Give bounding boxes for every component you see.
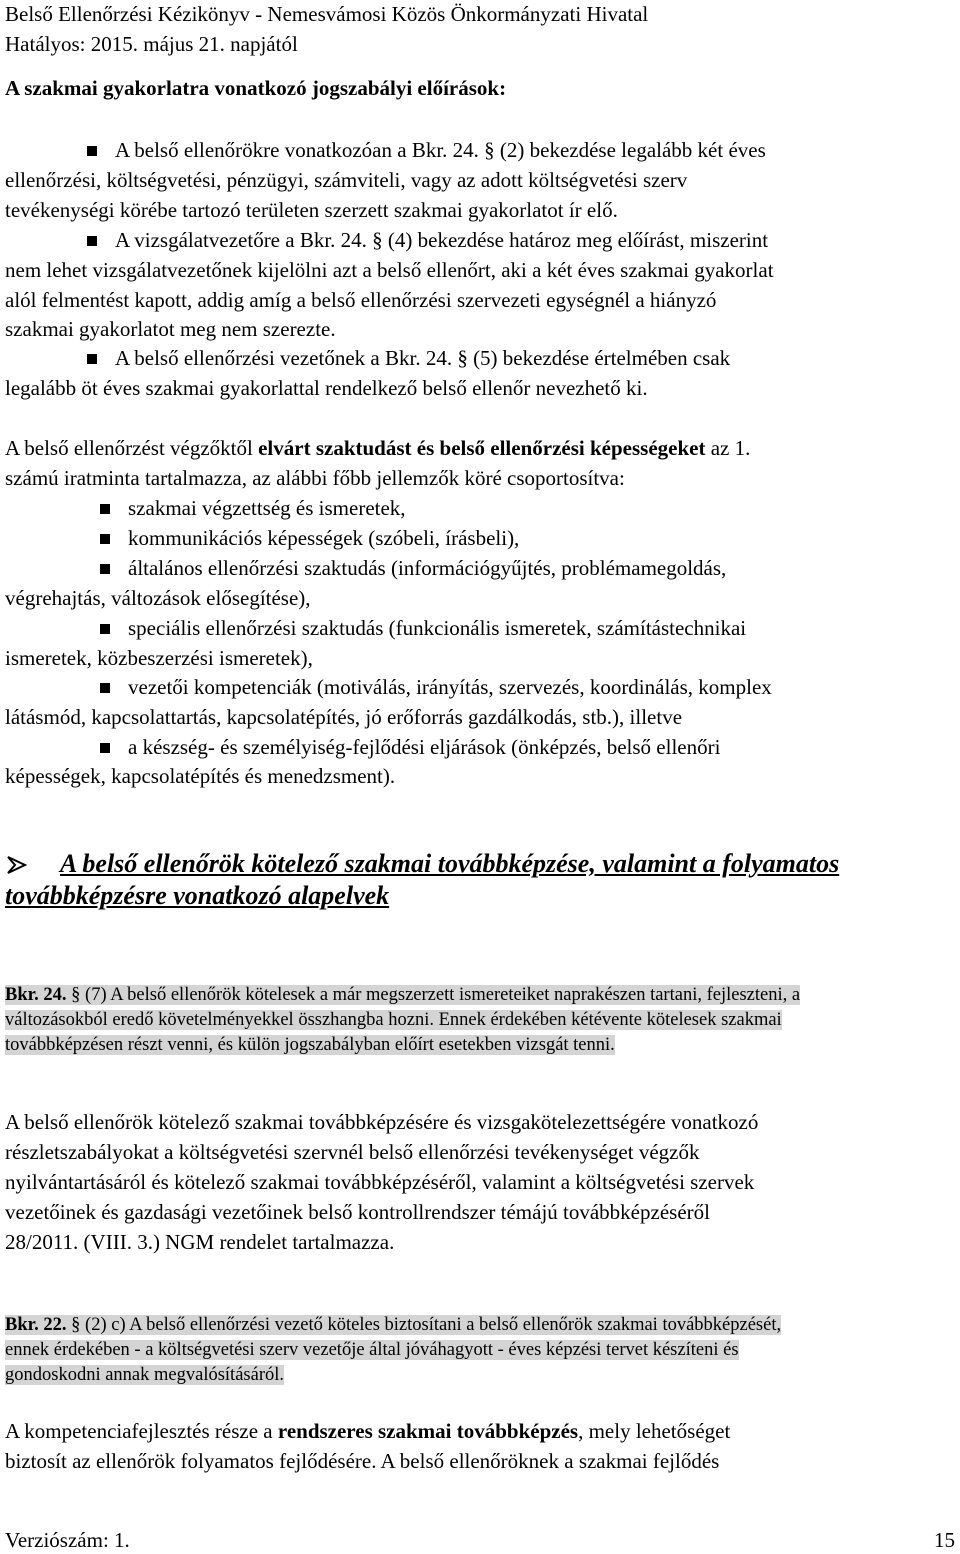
section-title-training: A belső ellenőrök kötelező szakmai továbbképzése, valamint a folyamatos	[60, 849, 840, 878]
section-title-training-continuation: továbbképzésre vonatkozó alapelvek	[5, 881, 390, 910]
section-title-legal-requirements: A szakmai gyakorlatra vonatkozó jogszabályi előírások:	[5, 76, 507, 100]
legal-quote-continuation: gondoskodni annak megvalósításáról.	[5, 1365, 284, 1385]
list-item-continuation: képességek, kapcsolatépítés és menedzsment).	[5, 764, 396, 788]
legal-quote-continuation: ennek érdekében - a költségvetési szerv vezetője által jóváhagyott - éves képzési tervet készíteni és	[5, 1340, 739, 1360]
list-item-continuation: alól felmentést kapott, addig amíg a belső ellenőrzési szervezeti egységnél a hiányzó	[5, 288, 717, 312]
square-bullet-icon	[100, 504, 110, 514]
list-item-continuation: ellenőrzési, költségvetési, pénzügyi, számviteli, vagy az adott költségvetési szerv	[5, 168, 688, 192]
skills-intro: A belső ellenőrzést végzőktől elvárt szaktudást és belső ellenőrzési képességeket az 1.	[5, 436, 751, 460]
square-bullet-icon	[100, 624, 110, 634]
list-item-continuation: szakmai gyakorlatot meg nem szerezte.	[5, 317, 336, 341]
list-item-continuation: végrehajtás, változások elősegítése),	[5, 586, 311, 610]
header-title: Belső Ellenőrzési Kézikönyv - Nemesvámosi Közös Önkormányzati Hivatal	[5, 2, 649, 26]
list-item: szakmai végzettség és ismeretek,	[100, 494, 406, 522]
list-item-continuation: legalább öt éves szakmai gyakorlattal rendelkező belső ellenőr nevezhető ki.	[5, 376, 648, 400]
square-bullet-icon	[87, 146, 97, 156]
square-bullet-icon	[87, 354, 97, 364]
paragraph-line: vezetőinek és gazdasági vezetőinek belső kontrollrendszer témájú továbbképzéséről	[5, 1200, 710, 1224]
square-bullet-icon	[87, 236, 97, 246]
list-item: A belső ellenőrökre vonatkozóan a Bkr. 24. § (2) bekezdése legalább két éves	[87, 136, 766, 164]
paragraph-line: 28/2011. (VIII. 3.) NGM rendelet tartalmazza.	[5, 1230, 395, 1254]
list-item-continuation: látásmód, kapcsolattartás, kapcsolatépítés, jó erőforrás gazdálkodás, stb.), illetve	[5, 705, 683, 729]
legal-quote-continuation: változásokból eredő követelményekkel összhangba hozni. Ennek érdekében kétévente kötelesek szakmai	[5, 1010, 782, 1030]
square-bullet-icon	[100, 743, 110, 753]
list-item: A vizsgálatvezetőre a Bkr. 24. § (4) bekezdése határoz meg előírást, miszerint	[87, 226, 768, 254]
paragraph-line: részletszabályokat a költségvetési szervnél belső ellenőrzési tevékenységet végzők	[5, 1140, 700, 1164]
list-item-continuation: nem lehet vizsgálatvezetőnek kijelölni azt a belső ellenőrt, aki a két éves szakmai gyakorlat	[5, 258, 774, 282]
paragraph-line: A kompetenciafejlesztés része a rendszeres szakmai továbbképzés, mely lehetőséget	[5, 1419, 731, 1443]
list-item: általános ellenőrzési szaktudás (információgyűjtés, problémamegoldás,	[100, 554, 726, 582]
legal-quote-bkr-22: Bkr. 22. § (2) c) A belső ellenőrzési vezető köteles biztosítani a belső ellenőrök szakmai továbbképzését,	[5, 1315, 782, 1335]
skills-intro-continuation: számú iratminta tartalmazza, az alábbi főbb jellemzők köré csoportosítva:	[5, 466, 625, 490]
header-effective-date: Hatályos: 2015. május 21. napjától	[5, 32, 298, 56]
paragraph-line: nyilvántartásáról és kötelező szakmai továbbképzéséről, valamint a költségvetési szervek	[5, 1170, 755, 1194]
page-number: 15	[934, 1528, 955, 1552]
list-item: kommunikációs képességek (szóbeli, írásbeli),	[100, 524, 519, 552]
footer-version: Verziószám: 1.	[5, 1528, 130, 1552]
paragraph-line: A belső ellenőrök kötelező szakmai továbbképzésére és vizsgakötelezettségére vonatkozó	[5, 1110, 759, 1134]
list-item-continuation: tevékenységi körébe tartozó területen szerzett szakmai gyakorlatot ír elő.	[5, 198, 618, 222]
list-item: speciális ellenőrzési szaktudás (funkcionális ismeretek, számítástechnikai	[100, 614, 746, 642]
list-item-continuation: ismeretek, közbeszerzési ismeretek),	[5, 646, 313, 670]
list-item: a készség- és személyiség-fejlődési eljárások (önképzés, belső ellenőri	[100, 733, 720, 761]
legal-quote-bkr-24: Bkr. 24. § (7) A belső ellenőrök kötelesek a már megszerzett ismereteiket naprakészen tartani, fejleszteni, a	[5, 985, 801, 1005]
paragraph-line: biztosít az ellenőrök folyamatos fejlődésére. A belső ellenőröknek a szakmai fejlődés	[5, 1449, 720, 1473]
square-bullet-icon	[100, 683, 110, 693]
square-bullet-icon	[100, 534, 110, 544]
square-bullet-icon	[100, 564, 110, 574]
list-item: A belső ellenőrzési vezetőnek a Bkr. 24. § (5) bekezdése értelmében csak	[87, 344, 730, 372]
legal-quote-continuation: továbbképzésen részt venni, és külön jogszabályban előírt esetekben vizsgát tenni.	[5, 1035, 615, 1055]
list-item: vezetői kompetenciák (motiválás, irányítás, szervezés, koordinálás, komplex	[100, 673, 772, 701]
arrow-bullet-icon	[5, 853, 29, 877]
